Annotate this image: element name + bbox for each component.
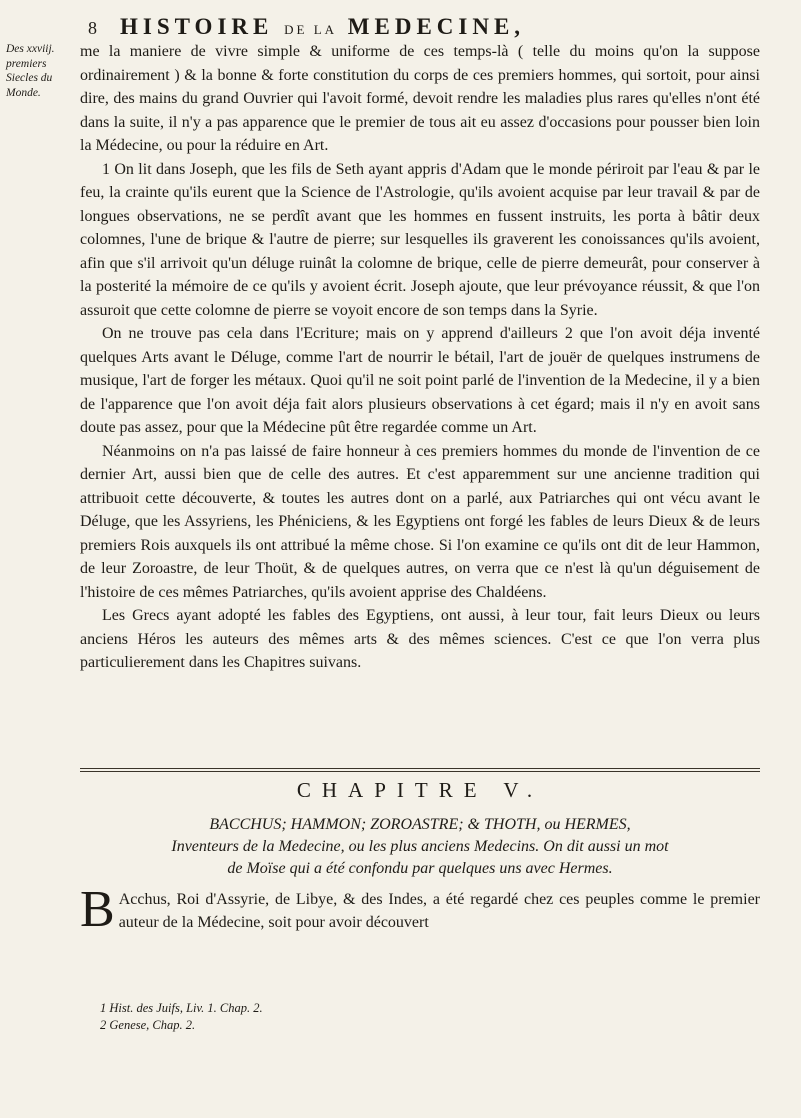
margin-note: Des xxviij. premiers Siecles du Monde. <box>6 43 55 99</box>
chapter-title: CHAPITRE V. <box>296 778 544 802</box>
body-text <box>80 40 760 675</box>
paragraph-1: me la maniere de vivre simple & uniforme de ces temps-là ( telle du moins qu'on la suppose ordinairement ) & la bonne & forte constitution du corps de ces premiers hommes, qui sortoit, pour ainsi dire, des mains du grand Ouvrier qui l'avoit formé, devoit rendre les maladies plus rares qu'elles n'ont été dans la suite, il n'y a pas apparence que le premier de tous ait eu assez d'occasions pour pousser bien loin la Médecine, ou pour la réduire en Art. <box>80 43 760 154</box>
chapter-body-text: Acchus, Roi d'Assyrie, de Libye, & des Indes, a été regardé chez ces peuples comme le premier auteur de la Médecine, soit pour avoir découvert <box>118 891 760 931</box>
footnote-2: 2 Genese, Chap. 2. <box>100 1018 196 1032</box>
running-head-part3: MEDECINE, <box>347 14 526 39</box>
footnotes <box>100 1000 263 1034</box>
paragraph-4: Néanmoins on n'a pas laissé de faire honneur à ces premiers hommes du monde de l'invention de ce dernier Art, aussi bien que de celle des autres. Et c'est apparemment sur une ancienne tradition qui attribuoit cette découverte, & toutes les autres dont on a parlé, aux Patriarches qui ont vécu avant le Déluge, que les Assyriens, les Phéniciens, & les Egyptiens ont forgé les fables de leurs Dieux & de leurs premiers Rois auxquels ils ont attribué la même chose. Si l'on examine ce qu'ils ont dit de leur Hammon, de leur Zoroastre, de leur Thoüt, & de quelques autres, on verra que ce n'est là qu'un déguisement de l'histoire de ces mêmes Patriarches, qu'ils avoient apprise des Chaldéens. <box>80 442 760 601</box>
chapter-divider <box>80 768 760 772</box>
chapter-body <box>80 881 760 938</box>
running-head-part1: HISTOIRE <box>120 14 274 39</box>
footnote-1: 1 Hist. des Juifs, Liv. 1. Chap. 2. <box>100 1001 263 1015</box>
page-number: 8 <box>88 18 97 38</box>
drop-cap: B <box>80 881 115 938</box>
paragraph-2: 1 On lit dans Joseph, que les fils de Seth ayant appris d'Adam que le monde périroit par l'eau & par le feu, la crainte qu'ils eurent que la Science de l'Astrologie, qu'ils avoient acquise par leur travail & par de longues observations, ne se perdît avant que les hommes en fussent instruits, les porta à bâtir deux colomnes, l'une de brique & l'autre de pierre; sur lesquelles ils graverent les conoissances qu'ils avoient, afin que s'il arrivoit qu'un déluge ruinât la colomne de brique, celle de pierre demeurât, pour conserver à la posterité la mémoire de ce qu'ils y avoient écrit. Joseph ajoute, que leur prévoyance réussit, & que l'on assuroit que cette colomne de pierre se voyoit encore de son temps dans la Syrie. <box>80 160 760 319</box>
chapter-subtitle-line1: BACCHUS; HAMMON; ZOROASTRE; & THOTH, ou HERMES, <box>209 816 631 833</box>
chapter-subtitle <box>80 814 760 880</box>
chapter-subtitle-line3: de Moïse qui a été confondu par quelques uns avec Hermes. <box>227 860 613 877</box>
running-head <box>120 14 525 40</box>
paragraph-5: Les Grecs ayant adopté les fables des Egyptiens, ont aussi, à leur tour, fait leurs Dieux ou leurs anciens Héros les auteurs des mêmes arts & des mêmes sciences. C'est ce que l'on verra plus particulierement dans les Chapitres suivans. <box>80 607 760 671</box>
chapter-subtitle-line2: Inventeurs de la Medecine, ou les plus anciens Medecins. On dit aussi un mot <box>171 838 669 855</box>
running-head-part2: DE LA <box>284 22 338 37</box>
paragraph-3: On ne trouve pas cela dans l'Ecriture; mais on y apprend d'ailleurs 2 que l'on avoit déja inventé quelques Arts avant le Déluge, comme l'art de nourrir le bétail, l'art de jouër de quelques instrumens de musique, l'art de forger les métaux. Quoi qu'il ne soit point parlé de l'invention de la Medecine, il y a bien de l'apparence que l'on avoit déja fait alors plusieurs observations à cet égard; mais il n'y en avoit sans doute pas assez, pour que la Médecine pût être regardée comme un Art. <box>80 325 760 436</box>
